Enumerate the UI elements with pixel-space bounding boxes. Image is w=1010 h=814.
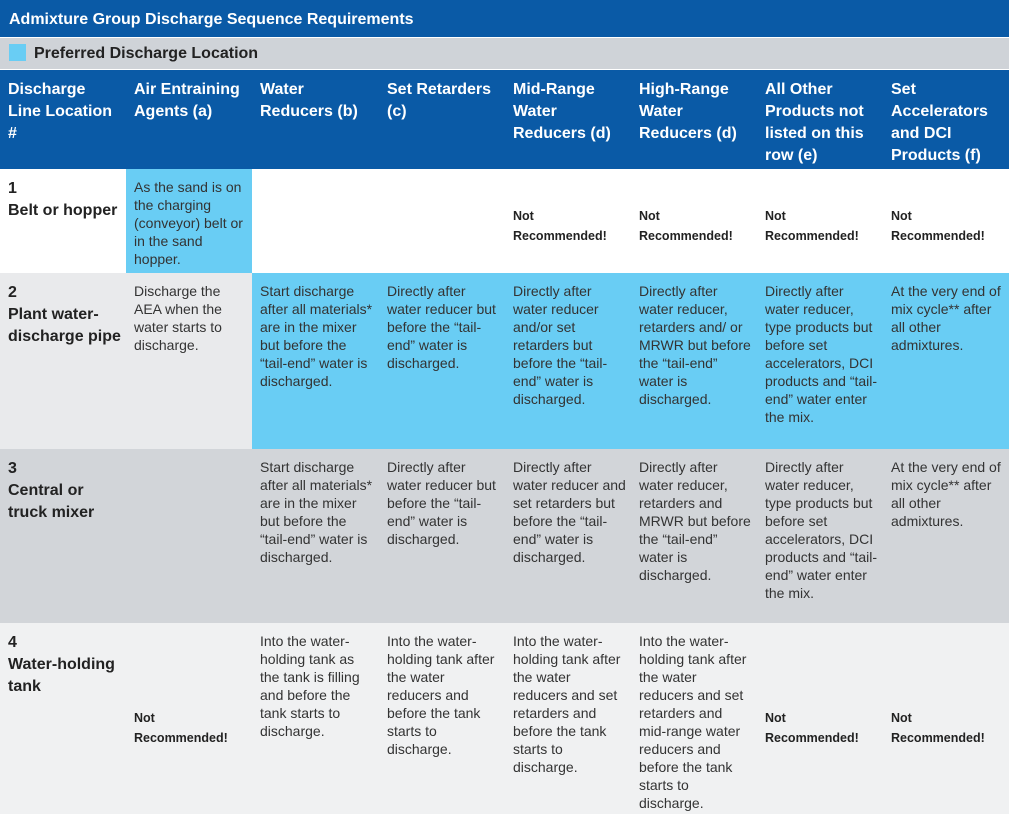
row-header: [0, 623, 126, 814]
table-cell: Discharge the AEA when the water starts to discharge.: [126, 273, 252, 449]
not-recommended-text: Not Recommended!: [134, 711, 228, 745]
preferred-swatch: [9, 44, 26, 61]
table-cell: Directly after water reducer, type products but before set accelerators, DCI products and “tail-end” water enter the mix.: [757, 273, 883, 449]
table-cell: [126, 449, 252, 623]
table-cell: Into the water-holding tank after the water reducers and set retarders and before the tank starts to discharge.: [505, 623, 631, 814]
table-cell: At the very end of mix cycle** after all other admixtures.: [883, 449, 1009, 623]
column-header: High-Range Water Reducers (d): [631, 70, 757, 169]
table-cell-not-recommended: [631, 169, 757, 273]
table-cell: At the very end of mix cycle** after all other admixtures.: [883, 273, 1009, 449]
not-recommended-text: Not Recommended!: [765, 711, 859, 745]
table-cell: Directly after water reducer but before the “tail-end” water is discharged.: [379, 273, 505, 449]
not-recommended-text: Not Recommended!: [765, 208, 859, 243]
not-recommended-text: Not Recommended!: [891, 208, 985, 243]
table-cell-not-recommended: [883, 169, 1009, 273]
table-cell: Directly after water reducer but before the “tail-end” water is discharged.: [379, 449, 505, 623]
not-recommended-text: Not Recommended!: [639, 208, 733, 243]
legend: [0, 38, 1009, 69]
table-cell: [252, 169, 379, 273]
row-location: Water-holding tank: [8, 656, 115, 695]
table-cell: Directly after water reducer and set retarders but before the “tail-end” water is discharged.: [505, 449, 631, 623]
row-number: 1: [8, 180, 17, 197]
table-cell: Into the water-holding tank after the water reducers and set retarders and mid-range water reducers and before the tank starts to discharge.: [631, 623, 757, 814]
table-cell-not-recommended: [505, 169, 631, 273]
not-recommended-text: Not Recommended!: [513, 208, 607, 243]
row-location: Plant water-discharge pipe: [8, 306, 121, 345]
row-header: [0, 449, 126, 623]
table-cell: Into the water-holding tank as the tank is filling and before the tank starts to discharge.: [252, 623, 379, 814]
row-location: Central or truck mixer: [8, 482, 95, 521]
table-cell-not-recommended: [126, 623, 252, 814]
table-cell: Start discharge after all materials* are in the mixer but before the “tail-end” water is discharged.: [252, 449, 379, 623]
column-header: Mid-Range Water Reducers (d): [505, 70, 631, 169]
row-location: Belt or hopper: [8, 202, 118, 219]
table-grid: [0, 70, 1009, 814]
table-cell: [379, 169, 505, 273]
table-cell: Directly after water reducer and/or set retarders but before the “tail-end” water is discharged.: [505, 273, 631, 449]
row-number: 2: [8, 284, 17, 301]
row-number: 3: [8, 460, 17, 477]
table-cell-not-recommended: [883, 623, 1009, 814]
table-title: Admixture Group Discharge Sequence Requirements: [0, 0, 1009, 37]
table-cell: Start discharge after all materials* are in the mixer but before the “tail-end” water is discharged.: [252, 273, 379, 449]
table-cell: Directly after water reducer, retarders and MRWR but before the “tail-end” water is discharged.: [631, 449, 757, 623]
row-header: [0, 169, 126, 273]
legend-label: Preferred Discharge Location: [34, 45, 259, 62]
row-header: [0, 273, 126, 449]
column-header: Water Reducers (b): [252, 70, 379, 169]
column-header: Set Retarders (c): [379, 70, 505, 169]
table-cell-not-recommended: [757, 169, 883, 273]
column-header: Set Accelerators and DCI Products (f): [883, 70, 1009, 169]
not-recommended-text: Not Recommended!: [891, 711, 985, 745]
table-cell-not-recommended: [757, 623, 883, 814]
table-cell: Directly after water reducer, retarders and/ or MRWR but before the “tail-end” water is discharged.: [631, 273, 757, 449]
table-cell: As the sand is on the charging (conveyor) belt or in the sand hopper.: [126, 169, 252, 273]
column-header: All Other Products not listed on this row (e): [757, 70, 883, 169]
column-header: Discharge Line Location #: [0, 70, 126, 169]
table-cell: Directly after water reducer, type products but before set accelerators, DCI products and “tail-end” water enter the mix.: [757, 449, 883, 623]
row-number: 4: [8, 634, 17, 651]
table-cell: Into the water-holding tank after the water reducers and before the tank starts to discharge.: [379, 623, 505, 814]
column-header: Air Entraining Agents (a): [126, 70, 252, 169]
